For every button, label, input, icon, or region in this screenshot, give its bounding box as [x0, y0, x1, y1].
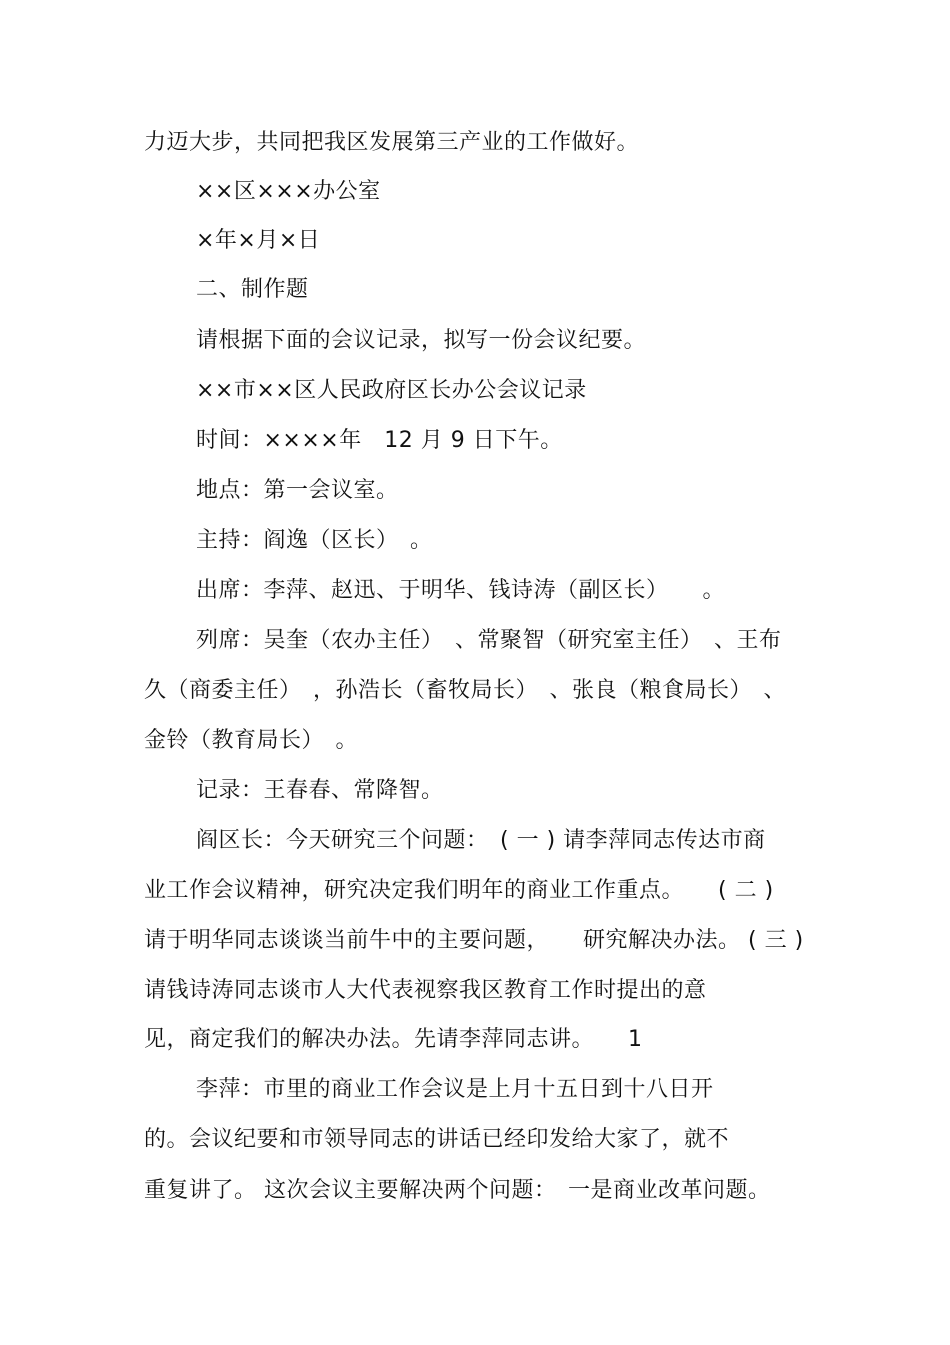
- sender-line: ××区×××办公室: [196, 179, 381, 204]
- text-line: 列席：吴奎（农办主任） 、常聚智（研究室主任） 、王布: [196, 628, 782, 653]
- text-line: 李萍：市里的商业工作会议是上月十五日到十八日开: [196, 1077, 714, 1102]
- text-line: 力迈大步，共同把我区发展第三产业的工作做好。: [144, 130, 640, 155]
- text-line: 时间：××××年 12 月 9 日下午。: [196, 428, 563, 453]
- text-line: 业工作会议精神，研究决定我们明年的商业工作重点。 ( 二 ): [144, 878, 774, 903]
- text-line: 出席：李萍、赵迅、于明华、钱诗涛（副区长） 。: [196, 578, 726, 603]
- text-line: 地点：第一会议室。: [196, 478, 399, 503]
- date-line: ×年×月×日: [196, 228, 321, 253]
- text-line: 的。会议纪要和市领导同志的讲话已经印发给大家了，就不: [144, 1127, 730, 1152]
- text-line: 主持：阎逸（区长） 。: [196, 528, 433, 553]
- section-heading: 二、制作题: [196, 277, 309, 302]
- text-line: 见，商定我们的解决办法。先请李萍同志讲。 1: [144, 1027, 643, 1052]
- record-title: ××市××区人民政府区长办公会议记录: [196, 378, 587, 403]
- text-line: 请根据下面的会议记录，拟写一份会议纪要。: [196, 328, 647, 353]
- text-line: 请钱诗涛同志谈市人大代表视察我区教育工作时提出的意: [144, 978, 707, 1003]
- text-line: 请于明华同志谈谈当前牛中的主要问题， 研究解决办法。 ( 三 ): [144, 928, 804, 953]
- text-line: 阎区长：今天研究三个问题： ( 一 ) 请李萍同志传达市商: [196, 828, 766, 853]
- text-line: 重复讲了。 这次会议主要解决两个问题： 一是商业改革问题。: [144, 1178, 771, 1203]
- text-line: 记录：王春春、常降智。: [196, 778, 444, 803]
- text-line: 金铃（教育局长） 。: [144, 728, 359, 753]
- text-line: 久（商委主任） ，孙浩长（畜牧局长） 、张良（粮食局长） 、: [144, 678, 787, 703]
